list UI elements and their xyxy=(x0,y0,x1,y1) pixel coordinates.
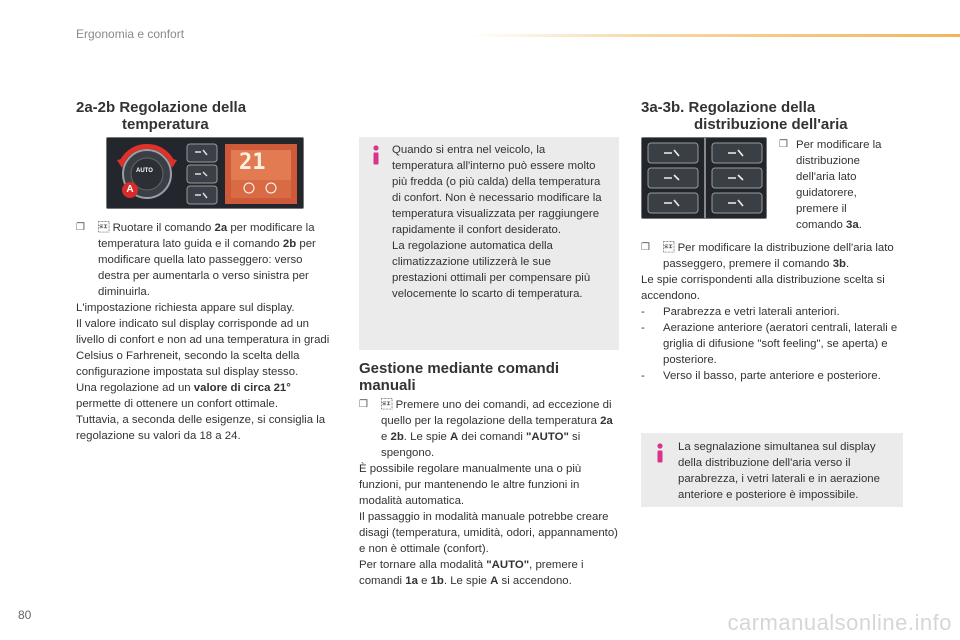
middle-info-paragraph-2: La regolazione automatica della climatizzazione utilizzerà le sue prestazioni ottimali per compensare più velocemente lo scarto di temperatura. xyxy=(392,240,591,300)
marker-a: A xyxy=(122,182,138,198)
text-span: permette di ottenere un confort ottimale. xyxy=(76,398,278,410)
text-span: per modificare la temperatura lato guida e il comando xyxy=(98,222,315,250)
right-info-text: La segnalazione simultanea sul display della distribuzione dell'aria verso il parabrezza, i vetri laterali e in aerazione anteriore e posteriore è impossibile. xyxy=(678,441,880,501)
bullet-arrow-icon:  ❒ xyxy=(76,222,85,233)
middle-paragraph-1: È possibile regolare manualmente una o più funzioni, pur mantenendo le altre funzioni in modalità automatica. xyxy=(359,463,582,507)
bold-span: 2a xyxy=(600,415,613,427)
right-paragraph-1: Le spie corrispondenti alla distribuzione scelta si accendono. xyxy=(641,274,885,302)
bold-span: 3a xyxy=(846,219,859,231)
header-divider xyxy=(470,34,960,37)
bold-span: A xyxy=(490,575,499,587)
text-span: Una regolazione ad un xyxy=(76,382,194,394)
right-bullet-1 xyxy=(779,137,889,233)
display-temperature: 21 xyxy=(239,150,266,175)
text-span: . Le spie xyxy=(403,431,451,443)
middle-bullet xyxy=(359,397,621,461)
left-paragraph-4: Tuttavia, a seconda delle esigenze, si consiglia la regolazione su valori da 18 a 24. xyxy=(76,414,326,442)
right-bullet-2 xyxy=(641,240,906,272)
left-paragraph-3 xyxy=(76,380,336,412)
dash-item xyxy=(641,304,906,320)
info-icon xyxy=(653,443,667,463)
bold-span: 3b xyxy=(832,258,846,270)
middle-body-text xyxy=(359,397,621,589)
air-distribution-figure xyxy=(641,137,767,219)
bold-span: 1b xyxy=(430,575,444,587)
text-span: Per modificare la distribuzione dell'aria lato guidatorere, premere il comando xyxy=(796,139,882,231)
watermark: carmanualsonline.info xyxy=(727,610,952,635)
bullet-arrow-icon:  ❒ xyxy=(641,242,650,253)
middle-paragraph-3 xyxy=(359,557,621,589)
left-body-text xyxy=(76,220,336,444)
bold-span: "AUTO" xyxy=(486,559,530,571)
left-paragraph-1: L'impostazione richiesta appare sul display. xyxy=(76,302,295,314)
dash-item-text: Verso il basso, parte anteriore e posteriore. xyxy=(663,370,881,382)
text-span: . xyxy=(845,258,850,270)
text-span: , premere i comandi xyxy=(359,559,584,587)
middle-title-line2: manuali xyxy=(359,377,416,394)
middle-title-line1: Gestione mediante comandi xyxy=(359,360,560,377)
dash-marker: - xyxy=(641,322,645,334)
right-info-box xyxy=(641,433,903,507)
right-body-text xyxy=(641,240,906,384)
left-paragraph-2: Il valore indicato sul display corrisponde ad un livello di confort e non ad una temperatura in gradi Celsius o Farhreneit, secondo la scelta della configurazione impostata sul display stesso. xyxy=(76,318,330,378)
dash-item xyxy=(641,320,906,368)
text-span: Premere uno dei comandi, ad eccezione di quello per la regolazione della temperatura xyxy=(381,399,612,427)
bullet-arrow-icon: ❒ xyxy=(779,139,788,150)
left-bullet xyxy=(76,220,336,300)
page-number: 80 xyxy=(18,608,32,622)
middle-paragraph-2: Il passaggio in modalità manuale potrebbe creare disagi (temperatura, umidità, odori, appannamento) e non è ottimale (confort). xyxy=(359,511,618,555)
left-title-line1: 2a-2b Regolazione della xyxy=(76,99,247,116)
section-header: Ergonomia e confort xyxy=(76,27,185,41)
bold-span: 2b xyxy=(390,431,404,443)
bold-span: 2a xyxy=(214,222,228,234)
info-icon xyxy=(369,145,383,165)
bullet-arrow-icon:  ❒ xyxy=(359,399,368,410)
left-title-line2: temperatura xyxy=(122,116,209,133)
text-span: per modificare quella lato passeggero: verso destra per aumentarla o verso sinistra per diminuirla. xyxy=(98,238,316,298)
bold-span: A xyxy=(450,431,459,443)
dash-item xyxy=(641,368,906,384)
bold-span: "AUTO" xyxy=(526,431,569,443)
text-span: si spengono. xyxy=(381,431,581,459)
bold-span: 2b xyxy=(282,238,297,250)
middle-info-paragraph-1: Quando si entra nel veicolo, la temperatura all'interno può essere molto più fredda (o più calda) della temperatura di confort. Non è necessario modificare la temperatura visualizzata per raggiungere rapidamente il confort desiderato. xyxy=(392,144,602,236)
text-span: . Le spie xyxy=(443,575,491,587)
dash-marker: - xyxy=(641,370,645,382)
right-title-line2: distribuzione dell'aria xyxy=(694,116,848,133)
middle-info-box xyxy=(359,137,619,350)
text-span: Per modificare la distribuzione dell'aria lato passeggero, premere il comando xyxy=(663,242,894,270)
text-span: Per tornare alla modalità xyxy=(359,559,487,571)
text-span: e xyxy=(381,431,391,443)
middle-section-title xyxy=(359,360,619,394)
dash-item-text: Aerazione anteriore (aeratori centrali, laterali e griglia di difusione "soft feeling", se aperta) e posteriore. xyxy=(663,322,898,366)
text-span: . xyxy=(858,219,862,231)
temperature-control-figure xyxy=(106,137,304,209)
text-span: Ruotare il comando xyxy=(112,222,215,234)
auto-knob-label: AUTO xyxy=(136,168,153,174)
right-section-title xyxy=(641,99,911,133)
text-span: dei comandi xyxy=(458,431,527,443)
bold-span: valore di circa 21° xyxy=(193,382,291,394)
left-section-title xyxy=(76,99,336,133)
dash-item-text: Parabrezza e vetri laterali anteriori. xyxy=(663,306,840,318)
dash-marker: - xyxy=(641,306,645,318)
text-span: si accendono. xyxy=(498,575,572,587)
text-span: e xyxy=(417,575,431,587)
bold-span: 1a xyxy=(405,575,418,587)
air-distribution-illustration xyxy=(642,138,767,219)
right-title-line1: 3a-3b. Regolazione della xyxy=(641,99,816,116)
